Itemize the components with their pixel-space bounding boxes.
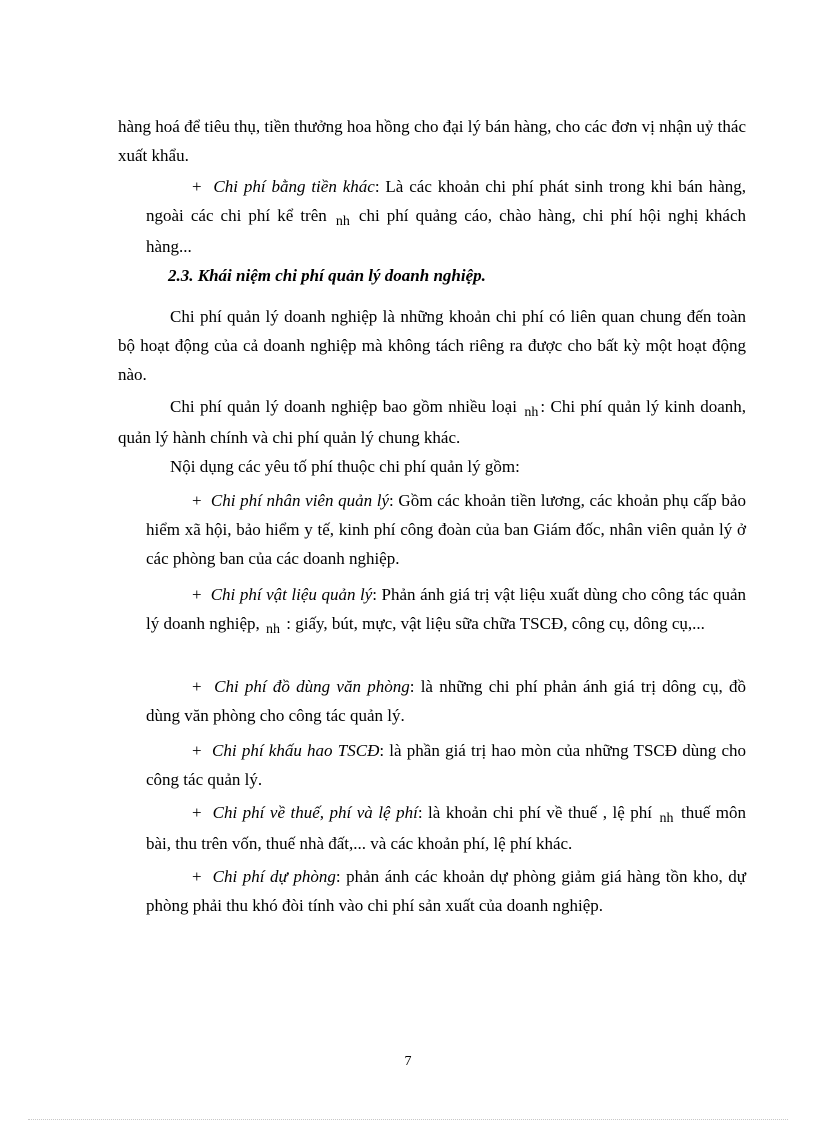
paragraph-contents: Nội dụng các yêu tố phí thuộc chi phí quản lý gồm: bbox=[170, 457, 520, 476]
section-heading: 2.3. Khái niệm chi phí quản lý doanh nghiệp. bbox=[168, 266, 486, 285]
page-number: 7 bbox=[404, 1054, 412, 1069]
bullet-depreciation: + Chi phí khấu hao TSCĐ: là phần giá trị hao mòn của những TSCĐ dùng cho công tác quản lý. bbox=[146, 741, 747, 789]
bullet-provisions: + Chi phí dự phòng: phản ánh các khoản dự phòng giảm giá hàng tồn kho, dự phòng phải thu khó đòi tính vào chi phí sản xuất của doanh nghiệp. bbox=[146, 867, 746, 915]
bullet-staff-costs: + Chi phí nhân viên quản lý: Gồm các khoản tiền lương, các khoản phụ cấp bảo hiểm xã hội, bảo hiểm y tế, kinh phí công đoàn của ban Giám đốc, nhân viên quản lý ở các phòng ban của các doanh nghiệp. bbox=[146, 491, 746, 568]
bullet-office-supplies: + Chi phí đồ dùng văn phòng: là những chi phí phản ánh giá trị dông cụ, đồ dùng văn phòng cho công tác quản lý. bbox=[146, 677, 746, 725]
paragraph-types: Chi phí quản lý doanh nghiệp bao gồm nhiều loại $_{nh}$ : Chi phí quản lý kinh doanh, quản lý hành chính và chi phí quản lý chung khác. bbox=[118, 397, 747, 447]
bullet-taxes-fees: + Chi phí về thuế, phí và lệ phí: là khoản chi phí về thuế , lệ phí $_{nh}$ thuế môn bài, thu trên vốn, thuế nhà đất,... và các khoản phí, lệ phí khác. bbox=[146, 803, 747, 853]
paragraph-continuation: hàng hoá để tiêu thụ, tiền thưởng hoa hồng cho đại lý bán hàng, cho các đơn vị nhận uỷ thác xuất khẩu. bbox=[118, 117, 746, 165]
page-divider bbox=[28, 1119, 788, 1120]
bullet-other-cash-costs: + Chi phí bằng tiền khác: Là các khoản chi phí phát sinh trong khi bán hàng, ngoài các chi phí kể trên $_{nh}$ chi phí quảng cáo, chào hàng, chi phí hội nghị khách hàng... bbox=[146, 177, 746, 256]
bullet-material-costs: + Chi phí vật liệu quản lý: Phản ánh giá trị vật liệu xuất dùng cho công tác quản lý doanh nghiệp, $_{nh}$ : giấy, bút, mực, vật liệu sữa chữa TSCĐ, công cụ, dông cụ,... bbox=[146, 585, 747, 637]
paragraph-definition: Chi phí quản lý doanh nghiệp là những khoản chi phí có liên quan chung đến toàn bộ hoạt động của cả doanh nghiệp mà không tách riêng ra được cho bất kỳ một hoạt động nào. bbox=[118, 307, 746, 384]
